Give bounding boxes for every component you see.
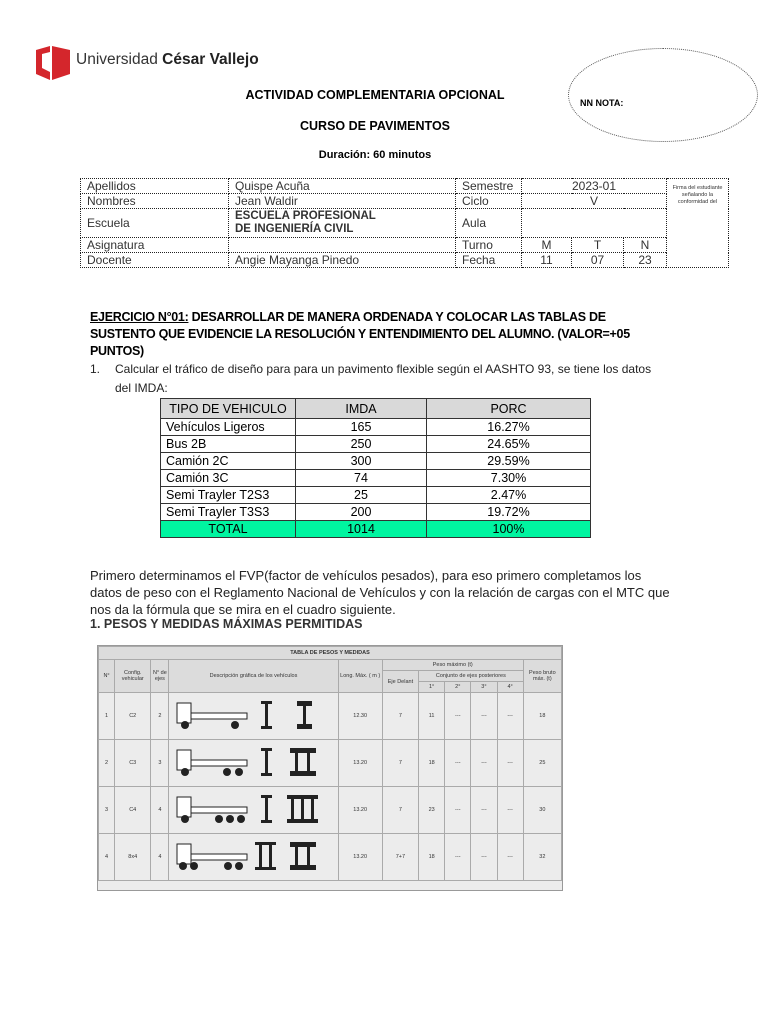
pesos-table (98, 646, 562, 881)
cell-config: C3 (115, 740, 151, 787)
aula-label: Aula (456, 209, 522, 238)
truck-c3-icon (173, 742, 333, 782)
truck-c4-icon (173, 789, 333, 829)
h-del: Eje Delant (382, 671, 418, 693)
cell-p4: --- (497, 787, 523, 834)
cell-porc: 29.59% (427, 453, 591, 470)
logo-text-bold: César Vallejo (162, 51, 259, 68)
cell-p4: --- (497, 834, 523, 881)
exercise-label: EJERCICIO N°01: (90, 310, 189, 324)
cell-del: 7+7 (382, 834, 418, 881)
cell-p4: --- (497, 740, 523, 787)
escuela-value (229, 209, 456, 238)
cell-long: 12.30 (338, 693, 382, 740)
nombres-label: Nombres (81, 194, 229, 209)
cell-config: C2 (115, 693, 151, 740)
cell-tipo: Semi Trayler T2S3 (161, 487, 296, 504)
h-config: Config. vehicular (115, 660, 151, 693)
h-axle-3: 3° (471, 682, 497, 693)
asignatura-value (229, 238, 456, 253)
cell-ejes: 2 (151, 693, 169, 740)
logo-text (76, 51, 259, 69)
asignatura-label: Asignatura (81, 238, 229, 253)
table-row (99, 787, 562, 834)
escuela-line-2: DE INGENIERÍA CIVIL (235, 223, 354, 235)
truck-diagram (169, 834, 338, 881)
total-label: TOTAL (161, 521, 296, 538)
cell-porc: 7.30% (427, 470, 591, 487)
cell-n: 4 (99, 834, 115, 881)
cell-porc: 19.72% (427, 504, 591, 521)
cell-ejes: 4 (151, 787, 169, 834)
apellidos-value: Quispe Acuña (229, 179, 456, 194)
cell-porc: 24.65% (427, 436, 591, 453)
table-row (161, 470, 591, 487)
ciclo-value: V (522, 194, 667, 209)
cell-p3: --- (471, 740, 497, 787)
escuela-label: Escuela (81, 209, 229, 238)
explanation-paragraph: Primero determinamos el FVP(factor de vehículos pesados), para eso primero completamos los datos de peso con el Reglamento Nacional de Vehículos y con la relación de cargas con el MTC que nos da la fórmula que se mira en el cuadro siguiente. (90, 568, 670, 617)
duration-text: Duración: 60 minutos (318, 149, 432, 161)
apellidos-label: Apellidos (81, 179, 229, 194)
h-desc: Descripción gráfica de los vehículos (169, 660, 338, 693)
cell-p2: --- (445, 787, 471, 834)
turno-m: M (522, 238, 572, 253)
cell-imda: 74 (296, 470, 427, 487)
turno-t: T (572, 238, 624, 253)
cell-del: 7 (382, 693, 418, 740)
cell-n: 1 (99, 693, 115, 740)
cell-ejes: 3 (151, 740, 169, 787)
table-row (99, 693, 562, 740)
exercise-heading (90, 309, 670, 360)
fecha-label: Fecha (456, 253, 522, 268)
h-ejes: N° de ejes (151, 660, 169, 693)
truck-diagram (169, 693, 338, 740)
cell-tipo: Vehículos Ligeros (161, 419, 296, 436)
fecha-day: 11 (522, 253, 572, 268)
cell-tipo: Semi Trayler T3S3 (161, 504, 296, 521)
cell-long: 13.20 (338, 834, 382, 881)
cell-p2: --- (445, 834, 471, 881)
table-row (161, 453, 591, 470)
semestre-label: Semestre (456, 179, 522, 194)
course-title: CURSO DE PAVIMENTOS (299, 119, 451, 133)
h-axle-2: 2° (445, 682, 471, 693)
cell-imda: 250 (296, 436, 427, 453)
university-logo (36, 46, 276, 80)
cell-p4: --- (497, 693, 523, 740)
pesos-title: TABLA DE PESOS Y MEDIDAS (99, 647, 562, 660)
grade-label: NN NOTA: (580, 98, 624, 108)
pesos-medidas-image (97, 645, 563, 891)
cell-bruto: 32 (523, 834, 561, 881)
docente-label: Docente (81, 253, 229, 268)
cell-imda: 200 (296, 504, 427, 521)
aula-value (522, 209, 667, 238)
cell-tipo: Camión 2C (161, 453, 296, 470)
turno-n: N (624, 238, 667, 253)
cell-long: 13.20 (338, 740, 382, 787)
table-row (99, 834, 562, 881)
cell-bruto: 18 (523, 693, 561, 740)
logo-mark-icon (36, 46, 70, 80)
cell-p1: 18 (419, 740, 445, 787)
nombres-value: Jean Waldir (229, 194, 456, 209)
cell-p1: 23 (419, 787, 445, 834)
turno-label: Turno (456, 238, 522, 253)
cell-porc: 2.47% (427, 487, 591, 504)
h-axle-1: 1° (419, 682, 445, 693)
semestre-value: 2023-01 (522, 179, 667, 194)
h-long: Long. Máx. ( m ) (338, 660, 382, 693)
item-text: Calcular el tráfico de diseño para para un pavimento flexible según el AASHTO 93, se tiene los datos del IMDA: (115, 362, 652, 395)
fecha-year: 23 (624, 253, 667, 268)
imda-table (160, 398, 591, 538)
cell-tipo: Bus 2B (161, 436, 296, 453)
firma-box: Firma del estudiante señalando la conformidad del (667, 179, 729, 268)
cell-config: C4 (115, 787, 151, 834)
cell-del: 7 (382, 787, 418, 834)
table-row (161, 436, 591, 453)
header-imda: IMDA (296, 399, 427, 419)
header-tipo: TIPO DE VEHICULO (161, 399, 296, 419)
cell-p2: --- (445, 740, 471, 787)
student-info-table (80, 178, 729, 268)
truck-c2-icon (173, 695, 333, 735)
section-subtitle: 1. PESOS Y MEDIDAS MÁXIMAS PERMITIDAS (90, 617, 363, 631)
cell-p1: 11 (419, 693, 445, 740)
h-num: N° (99, 660, 115, 693)
docente-value: Angie Mayanga Pinedo (229, 253, 456, 268)
truck-diagram (169, 740, 338, 787)
table-row (161, 487, 591, 504)
cell-n: 3 (99, 787, 115, 834)
h-bruto: Peso bruto máx. (t) (523, 660, 561, 693)
cell-p1: 18 (419, 834, 445, 881)
table-row (99, 740, 562, 787)
total-row (161, 521, 591, 538)
h-axle-4: 4° (497, 682, 523, 693)
h-peso: Peso máximo (t) (382, 660, 523, 671)
cell-long: 13.20 (338, 787, 382, 834)
activity-title: ACTIVIDAD COMPLEMENTARIA OPCIONAL (245, 88, 505, 102)
total-imda: 1014 (296, 521, 427, 538)
cell-imda: 165 (296, 419, 427, 436)
cell-imda: 300 (296, 453, 427, 470)
ciclo-label: Ciclo (456, 194, 522, 209)
truck-diagram (169, 787, 338, 834)
cell-bruto: 30 (523, 787, 561, 834)
fecha-month: 07 (572, 253, 624, 268)
truck-8x4-icon (173, 836, 333, 876)
exercise-text: DESARROLLAR DE MANERA ORDENADA Y COLOCAR LAS TABLAS DE SUSTENTO QUE EVIDENCIE LA RESOLUCIÓN Y ENTENDIMIENTO DEL ALUMNO. (VALOR=+05 PUNTOS) (90, 310, 630, 358)
cell-porc: 16.27% (427, 419, 591, 436)
header-porc: PORC (427, 399, 591, 419)
total-porc: 100% (427, 521, 591, 538)
cell-n: 2 (99, 740, 115, 787)
cell-ejes: 4 (151, 834, 169, 881)
escuela-line-1: ESCUELA PROFESIONAL (235, 210, 376, 222)
cell-imda: 25 (296, 487, 427, 504)
logo-text-regular: Universidad (76, 51, 158, 68)
cell-p2: --- (445, 693, 471, 740)
cell-del: 7 (382, 740, 418, 787)
item-number: 1. (90, 362, 101, 376)
cell-config: 8x4 (115, 834, 151, 881)
cell-p3: --- (471, 834, 497, 881)
h-conj: Conjunto de ejes posteriores (419, 671, 524, 682)
cell-bruto: 25 (523, 740, 561, 787)
table-row (161, 504, 591, 521)
cell-p3: --- (471, 693, 497, 740)
cell-p3: --- (471, 787, 497, 834)
cell-tipo: Camión 3C (161, 470, 296, 487)
table-row (161, 419, 591, 436)
